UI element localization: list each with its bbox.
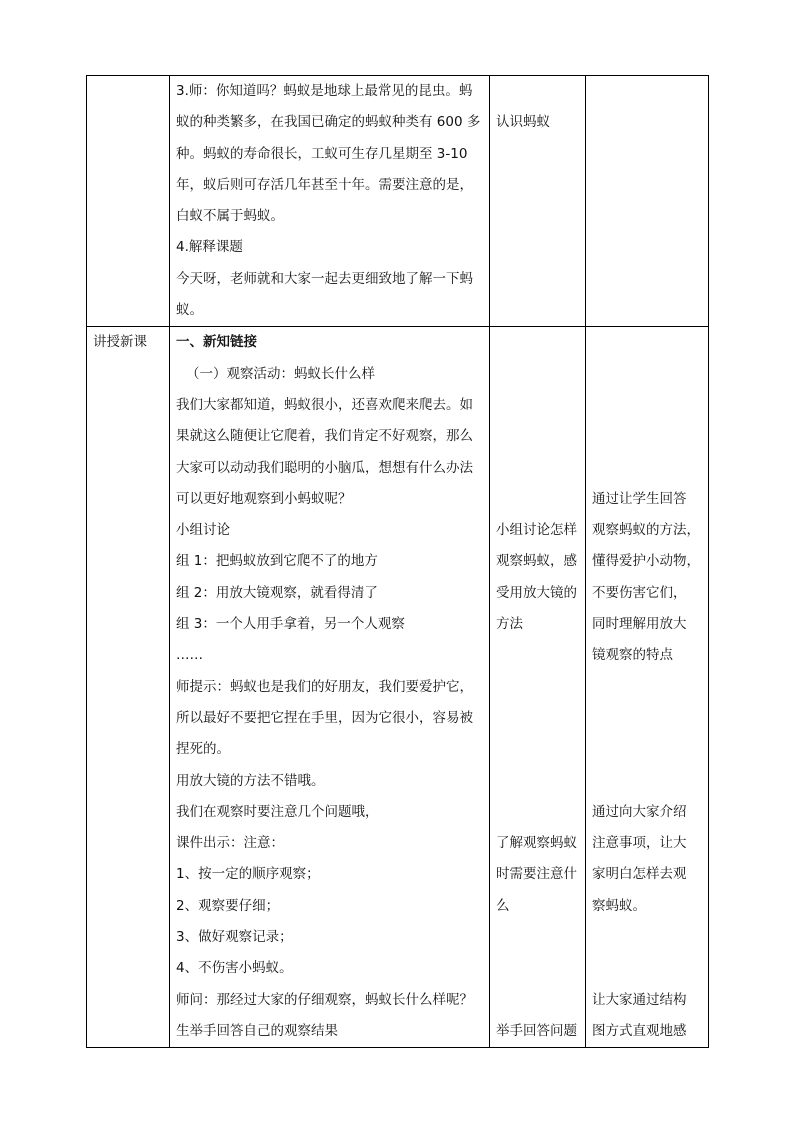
text-line: 1、按一定的顺序观察； bbox=[176, 866, 320, 883]
text-line: 大家可以动动我们聪明的小脑瓜，想想有什么办法 bbox=[176, 459, 473, 476]
text-line: 果就这么随便让它爬着，我们肯定不好观察，那么 bbox=[176, 428, 473, 445]
section-heading: 一、新知链接 bbox=[176, 334, 257, 351]
text-line: 课件出示：注意： bbox=[176, 835, 284, 852]
text-line: 组 3：一个人用手拿着，另一个人观察 bbox=[176, 616, 405, 633]
student-activity-text: 时需要注意什 bbox=[496, 866, 577, 883]
design-intent-text: 注意事项，让大 bbox=[592, 835, 687, 852]
student-activity-text: 了解观察蚂蚁 bbox=[496, 835, 577, 852]
text-line: 4、不伤害小蚂蚁。 bbox=[176, 960, 293, 977]
text-line: 师提示：蚂蚁也是我们的好朋友，我们要爱护它， bbox=[176, 678, 473, 695]
text-line: 所以最好不要把它捏在手里，因为它很小，容易被 bbox=[176, 709, 473, 726]
student-activity-cell bbox=[490, 327, 586, 1048]
text-line: 种。蚂蚁的寿命很长，工蚁可生存几星期至 3-10 bbox=[176, 145, 468, 162]
design-intent-text: 家明白怎样去观 bbox=[592, 866, 687, 883]
text-line: 蚁。 bbox=[176, 302, 203, 319]
section-subheading: （一）观察活动：蚂蚁长什么样 bbox=[186, 365, 375, 382]
student-activity-cell bbox=[490, 76, 586, 327]
text-line: …… bbox=[176, 647, 203, 664]
text-line: 4.解释课题 bbox=[176, 239, 243, 256]
design-intent-cell bbox=[586, 76, 709, 327]
lesson-plan-table bbox=[86, 75, 709, 1048]
design-intent-text: 不要伤害它们， bbox=[592, 584, 687, 601]
text-line: 组 1：把蚂蚁放到它爬不了的地方 bbox=[176, 553, 378, 570]
design-intent-text: 图方式直观地感 bbox=[592, 1022, 687, 1039]
text-line: 捏死的。 bbox=[176, 741, 230, 758]
text-line: 年，蚁后则可存活几年甚至十年。需要注意的是， bbox=[176, 176, 473, 193]
text-line: 我们在观察时要注意几个问题哦， bbox=[176, 803, 379, 820]
design-intent-cell bbox=[586, 327, 709, 1048]
design-intent-text: 懂得爱护小动物， bbox=[592, 553, 700, 570]
section-cell bbox=[87, 76, 170, 327]
teacher-activity-cell bbox=[170, 76, 490, 327]
design-intent-text: 镜观察的特点 bbox=[592, 647, 673, 664]
teacher-activity-cell bbox=[170, 327, 490, 1048]
text-line: 2、观察要仔细； bbox=[176, 897, 280, 914]
student-activity-text: 认识蚂蚁 bbox=[496, 114, 550, 130]
student-activity-text: 方法 bbox=[496, 616, 523, 633]
student-activity-text: 受用放大镜的 bbox=[496, 584, 577, 601]
text-line: 我们大家都知道，蚂蚁很小，还喜欢爬来爬去。如 bbox=[176, 396, 473, 413]
text-line: 用放大镜的方法不错哦。 bbox=[176, 772, 325, 789]
design-intent-text: 察蚂蚁。 bbox=[592, 897, 646, 914]
text-line: 组 2：用放大镜观察，就看得清了 bbox=[176, 584, 378, 601]
text-line: 可以更好地观察到小蚂蚁呢？ bbox=[176, 490, 352, 507]
text-line: 3.师：你知道吗？蚂蚁是地球上最常见的昆虫。蚂 bbox=[176, 83, 473, 99]
text-line: 3、做好观察记录； bbox=[176, 929, 293, 946]
design-intent-text: 让大家通过结构 bbox=[592, 991, 687, 1008]
text-line: 师问：那经过大家的仔细观察，蚂蚁长什么样呢？ bbox=[176, 991, 473, 1008]
section-cell bbox=[87, 327, 170, 1048]
design-intent-text: 通过向大家介绍 bbox=[592, 803, 687, 820]
section-title: 讲授新课 bbox=[93, 334, 147, 351]
text-line: 蚁的种类繁多，在我国已确定的蚂蚁种类有 600 多 bbox=[176, 114, 481, 131]
text-line: 小组讨论 bbox=[176, 522, 230, 539]
design-intent-text: 通过让学生回答 bbox=[592, 490, 687, 507]
table-row bbox=[87, 76, 709, 327]
text-line: 今天呀，老师就和大家一起去更细致地了解一下蚂 bbox=[176, 270, 473, 287]
design-intent-text: 观察蚂蚁的方法， bbox=[592, 522, 700, 539]
table-row bbox=[87, 327, 709, 1048]
student-activity-text: 观察蚂蚁，感 bbox=[496, 553, 577, 570]
design-intent-text: 同时理解用放大 bbox=[592, 616, 687, 633]
text-line: 生举手回答自己的观察结果 bbox=[176, 1022, 338, 1039]
student-activity-text: 小组讨论怎样 bbox=[496, 522, 577, 539]
student-activity-text: 么 bbox=[496, 897, 510, 914]
student-activity-text: 举手回答问题 bbox=[496, 1022, 577, 1039]
text-line: 白蚁不属于蚂蚁。 bbox=[176, 208, 284, 225]
